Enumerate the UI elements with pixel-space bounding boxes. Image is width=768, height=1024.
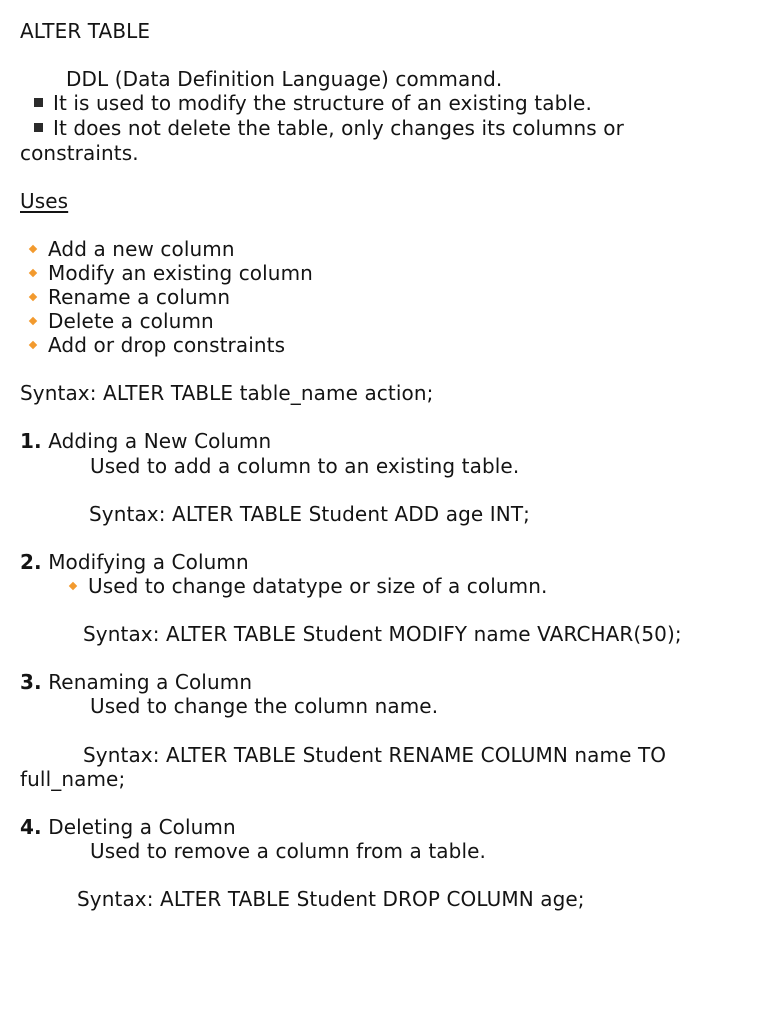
- diamond-bullet-icon: [69, 582, 77, 590]
- diamond-bullet-icon: [29, 245, 37, 253]
- section-description: [70, 574, 547, 598]
- intro-point: [34, 91, 592, 115]
- section-heading: [20, 815, 236, 839]
- section-syntax-continuation: full_name;: [20, 767, 126, 791]
- section-heading: [20, 429, 271, 453]
- section-heading: [20, 550, 249, 574]
- section-syntax: Syntax: ALTER TABLE Student DROP COLUMN age;: [77, 887, 585, 911]
- section-title: Modifying a Column: [48, 550, 249, 574]
- list-item: [30, 333, 285, 357]
- list-item: [30, 309, 214, 333]
- diamond-bullet-icon: [29, 269, 37, 277]
- diamond-bullet-icon: [29, 317, 37, 325]
- section-number: 1.: [20, 429, 42, 453]
- intro-point-text: It is used to modify the structure of an existing table.: [53, 91, 592, 115]
- list-item: [30, 285, 230, 309]
- section-description-text: Used to change datatype or size of a column.: [88, 574, 548, 598]
- section-number: 3.: [20, 670, 42, 694]
- intro-point-continuation: constraints.: [20, 141, 139, 165]
- list-item-text: Add a new column: [48, 237, 235, 261]
- section-number: 2.: [20, 550, 42, 574]
- section-title: Renaming a Column: [48, 670, 253, 694]
- list-item-text: Rename a column: [48, 285, 231, 309]
- uses-heading: Uses: [20, 189, 69, 213]
- diamond-bullet-icon: [29, 293, 37, 301]
- list-item-text: Delete a column: [48, 309, 214, 333]
- list-item-text: Add or drop constraints: [48, 333, 286, 357]
- section-syntax: Syntax: ALTER TABLE Student MODIFY name VARCHAR(50);: [83, 622, 682, 646]
- page-title: ALTER TABLE: [20, 19, 151, 43]
- section-description: Used to remove a column from a table.: [90, 839, 486, 863]
- section-number: 4.: [20, 815, 42, 839]
- general-syntax: Syntax: ALTER TABLE table_name action;: [20, 381, 434, 405]
- diamond-bullet-icon: [29, 341, 37, 349]
- list-item-text: Modify an existing column: [48, 261, 313, 285]
- square-bullet-icon: [34, 123, 43, 132]
- list-item: [30, 261, 313, 285]
- section-description: Used to change the column name.: [90, 694, 439, 718]
- section-heading: [20, 670, 252, 694]
- section-syntax: Syntax: ALTER TABLE Student ADD age INT;: [89, 502, 530, 526]
- square-bullet-icon: [34, 98, 43, 107]
- section-title: Deleting a Column: [48, 815, 236, 839]
- intro-point-text: It does not delete the table, only changes its columns or: [53, 116, 624, 140]
- intro-point: [34, 116, 624, 140]
- list-item: [30, 237, 235, 261]
- definition-text: DDL (Data Definition Language) command.: [66, 67, 503, 91]
- section-title: Adding a New Column: [48, 429, 272, 453]
- section-description: Used to add a column to an existing table.: [90, 454, 520, 478]
- section-syntax: Syntax: ALTER TABLE Student RENAME COLUMN name TO: [83, 743, 667, 767]
